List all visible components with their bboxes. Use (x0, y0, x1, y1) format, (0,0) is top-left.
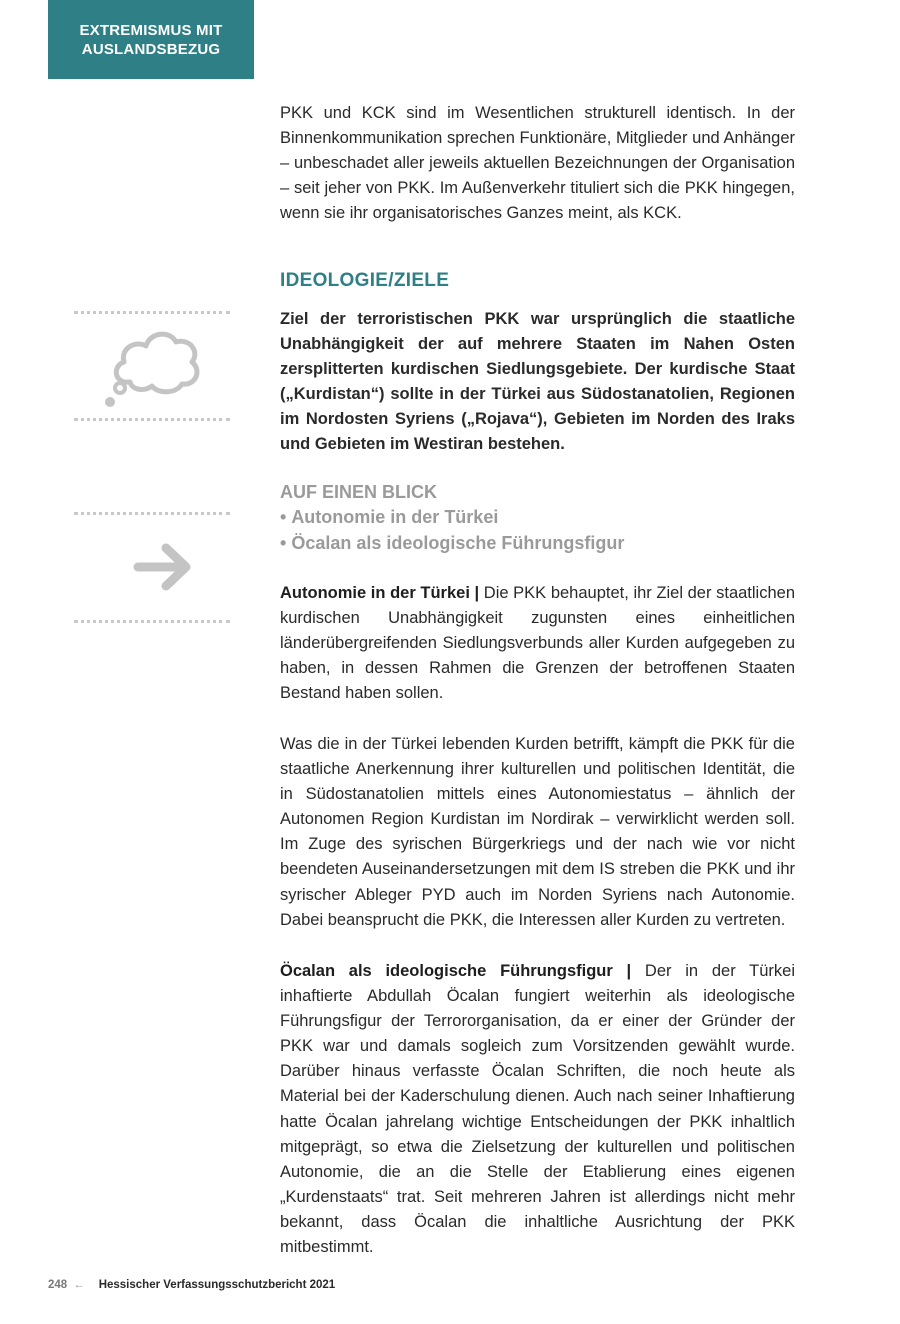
run-in-heading: Öcalan als ideologische Führungsfigur | (280, 962, 632, 980)
run-in-heading: Autonomie in der Türkei | (280, 584, 480, 602)
list-item: • Autonomie in der Türkei (280, 505, 795, 530)
intro-text: PKK und KCK sind im Wesentlichen strukturell identisch. In der Binnenkommunikation sprechen Funktionäre, Mitglieder und Anhänger – unbeschadet aller jeweils aktuellen Bezeichnungen der Organisation – seit jeher von PKK. Im Außenverkehr tituliert sich die PKK hingegen, wenn sie ihr organisatorisches Ganzes meint, als KCK. (280, 104, 795, 223)
list-item: • Öcalan als ideologische Führungsfigur (280, 531, 795, 556)
section-tag-line1: EXTREMISMUS MIT (79, 21, 223, 39)
dotted-divider (74, 418, 230, 421)
paragraph-autonomy (280, 581, 795, 706)
section-tag (48, 0, 254, 79)
lead-text: Ziel der terroristischen PKK war ursprünglich die staatliche Unabhängigkeit der auf mehrere Staaten im Nahen Osten zersplitterten kurdischen Siedlungsgebiete. Der kurdische Staat („Kurdistan“) sollte in der Türkei aus Südostanatolien, Regionen im Nordosten Syriens („Rojava“), Gebieten im Norden des Iraks und Gebieten im Westiran bestehen. (280, 310, 795, 454)
thought-cloud-icon (100, 322, 205, 412)
lead-paragraph (280, 307, 795, 458)
back-arrow-icon[interactable]: ← (73, 1279, 85, 1291)
page-number: 248 (48, 1279, 68, 1291)
dotted-divider (74, 512, 230, 515)
intro-paragraph (280, 101, 795, 226)
paragraph-text: Die PKK behauptet, ihr Ziel der staatlichen kurdischen Unabhängigkeit zugunsten eines einheitlichen länderübergreifenden Siedlungsverbunds aller Kurden aufgegeben zu haben, in dessen Rahmen die Grenzen der betroffenen Staaten Bestand haben sollen. (280, 584, 795, 703)
at-a-glance-list (280, 505, 795, 556)
page-footer (48, 1279, 335, 1291)
dotted-divider (74, 620, 230, 623)
section-heading: IDEOLOGIE/ZIELE (280, 270, 450, 291)
dotted-divider (74, 311, 230, 314)
at-a-glance-box (280, 480, 795, 556)
paragraph-kurds-turkey (280, 732, 795, 933)
paragraph-ocalan (280, 959, 795, 1260)
at-a-glance-title: AUF EINEN BLICK (280, 482, 437, 502)
arrow-right-icon (130, 540, 196, 594)
publication-title: Hessischer Verfassungsschutzbericht 2021 (98, 1279, 336, 1291)
paragraph-text: Was die in der Türkei lebenden Kurden betrifft, kämpft die PKK für die staatliche Anerkennung ihrer kulturellen und politischen Identität, die in Südostanatolien mittels eines Autonomiestatus – ähnlich der Autonomen Region Kurdistan im Nordirak – verwirklicht werden soll. Im Zuge des syrischen Bürgerkriegs und der nach wie vor nicht beendeten Auseinandersetzungen mit dem IS streben die PKK und ihr syrischer Ableger PYD auch im Norden Syriens nach Autonomie. Dabei beansprucht die PKK, die Interessen aller Kurden zu vertreten. (280, 735, 795, 929)
paragraph-text: Der in der Türkei inhaftierte Abdullah Öcalan fungiert weiterhin als ideologische Führungsfigur der Terrororganisation, da er einer der Gründer der PKK war und damals sogleich zum Vorsitzenden gewählt wurde. Darüber hinaus verfasste Öcalan Schriften, die noch heute als Material bei der Kaderschulung dienen. Auch nach seiner Inhaftierung hatte Öcalan jahrelang wichtige Entscheidungen der PKK inhaltlich mitgeprägt, so etwa die Zielsetzung der kulturellen und politischen Autonomie, die an die Stelle der Etablierung eines eigenen „Kurdenstaats“ trat. Seit mehreren Jahren ist allerdings nicht mehr bekannt, dass Öcalan die inhaltliche Ausrichtung der PKK mitbestimmt. (280, 962, 795, 1257)
section-tag-line2: AUSLANDSBEZUG (81, 40, 221, 58)
